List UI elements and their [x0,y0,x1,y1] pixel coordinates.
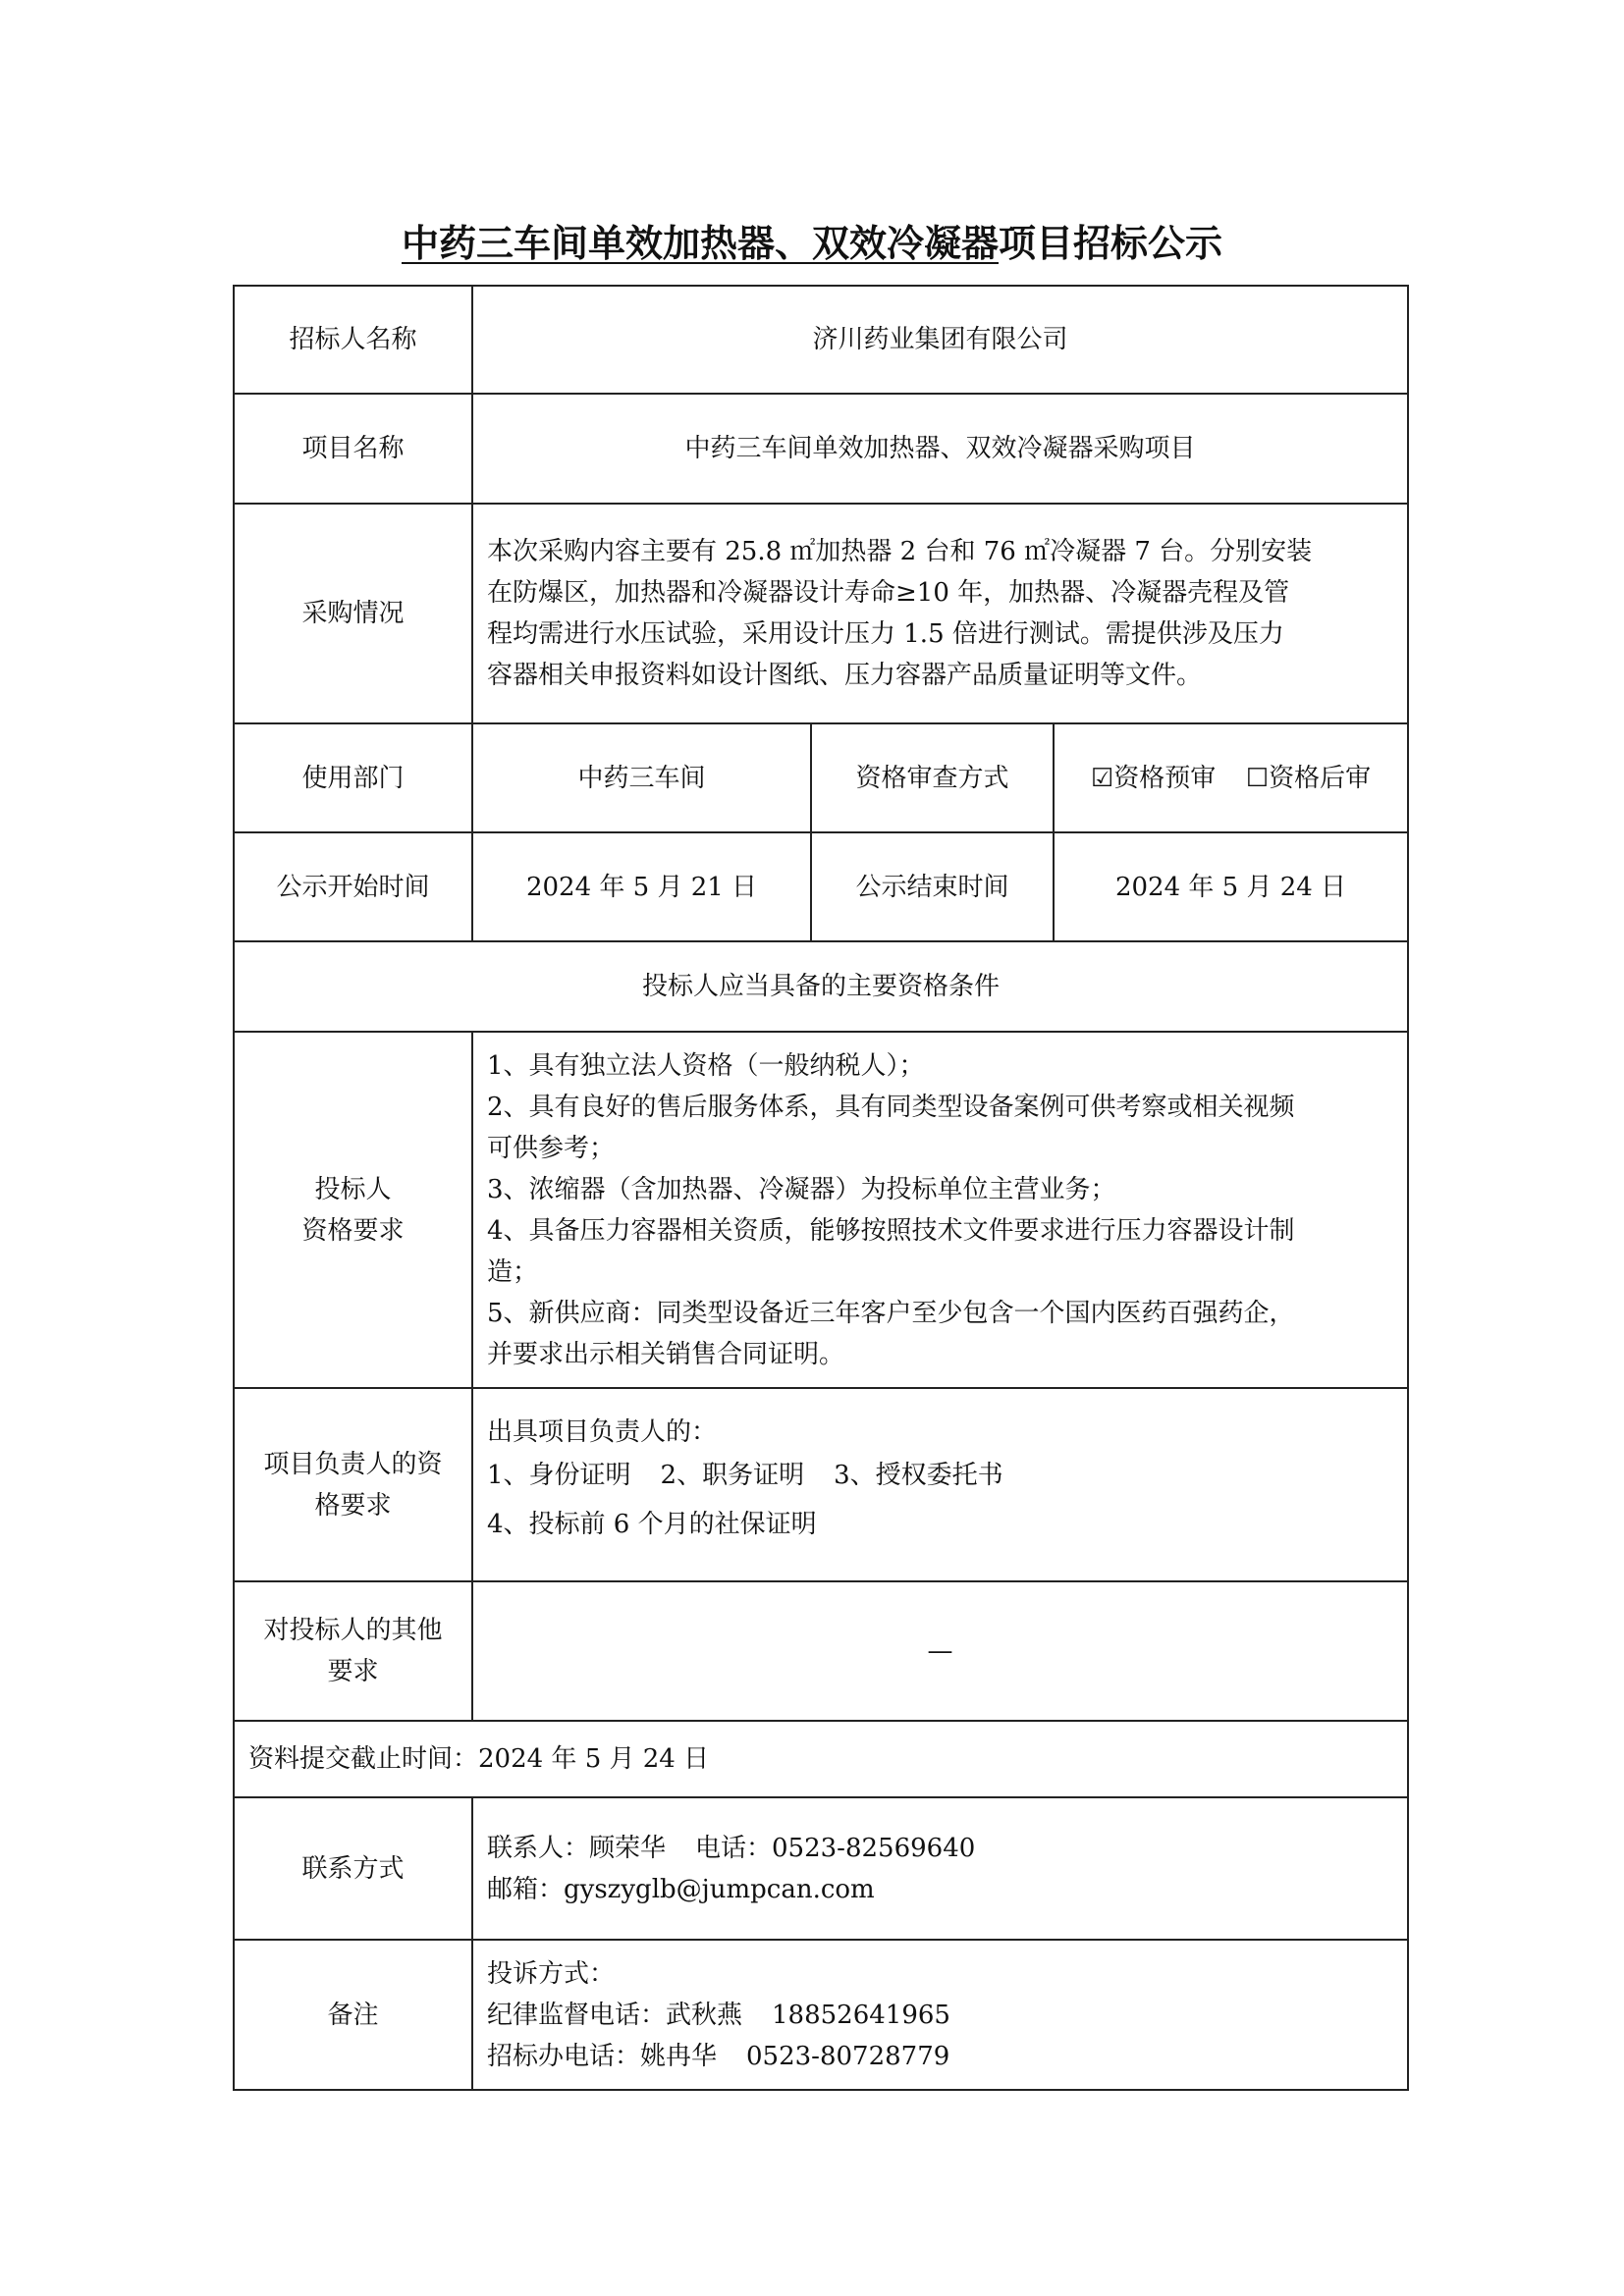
tenderer-value: 济川药业集团有限公司 [472,286,1408,394]
label-line: 投标人 [314,1174,392,1204]
submission-deadline: 资料提交截止时间：2024 年 5 月 24 日 [234,1721,1408,1797]
checked-checkbox-icon[interactable]: ☑ [1090,763,1114,793]
bidder-qualification-label [234,1032,472,1388]
department-value: 中药三车间 [472,723,811,832]
page-title [0,214,1624,273]
discipline-phone-line [487,1995,1393,2036]
start-date-value: 2024 年 5 月 21 日 [472,832,811,941]
end-date-value: 2024 年 5 月 24 日 [1054,832,1408,941]
prequalification-label: 资格预审 [1113,763,1217,793]
label-line: 项目负责人的资 [263,1449,443,1479]
bidder-qualification-list [472,1032,1408,1388]
row-section-header [234,941,1408,1032]
row-bidder-qualification [234,1032,1408,1388]
review-method-options [1054,723,1408,832]
tender-notice-table [233,285,1409,2091]
project-value: 中药三车间单效加热器、双效冷凝器采购项目 [472,394,1408,504]
label-line: 格要求 [314,1490,392,1521]
row-contact [234,1797,1408,1940]
row-manager-qualification [234,1388,1408,1581]
procurement-line: 在防爆区，加热器和冷凝器设计寿命≥10 年，加热器、冷凝器壳程及管 [487,578,1290,608]
row-department [234,723,1408,832]
manager-item: 4、投标前 6 个月的社保证明 [487,1510,817,1539]
row-dates [234,832,1408,941]
other-requirements-label [234,1581,472,1721]
discipline-phone[interactable]: 18852641965 [772,2000,950,2030]
start-date-label: 公示开始时间 [234,832,472,941]
qualification-item: 3、浓缩器（含加热器、冷凝器）为投标单位主营业务； [487,1174,1116,1204]
row-tenderer [234,286,1408,394]
postqualification-option[interactable] [1246,764,1371,793]
qualification-item: 4、具备压力容器相关资质，能够按照技术文件要求进行压力容器设计制 [487,1215,1295,1246]
qualification-item: 1、具有独立法人资格（一般纳税人）； [487,1050,925,1081]
manager-item: 3、授权委托书 [834,1461,1003,1490]
review-method-label: 资格审查方式 [811,723,1054,832]
row-other-requirements [234,1581,1408,1721]
qualification-item: 5、新供应商：同类型设备近三年客户至少包含一个国内医药百强药企， [487,1298,1295,1328]
manager-qualification-content [472,1388,1408,1581]
remarks-content [472,1940,1408,2090]
qualification-item: 并要求出示相关销售合同证明。 [487,1339,845,1369]
qualification-item: 造； [487,1256,539,1287]
row-procurement [234,504,1408,723]
title-rest-part: 项目招标公示 [999,222,1223,265]
contact-email[interactable]: 邮箱：gyszyglb@jumpcan.com [487,1874,875,1904]
manager-item: 2、职务证明 [660,1461,805,1490]
qualification-item: 可供参考； [487,1133,616,1163]
manager-qualification-label [234,1388,472,1581]
row-remarks [234,1940,1408,2090]
remarks-label: 备注 [234,1940,472,2090]
manager-items-row [487,1454,1393,1497]
discipline-contact: 纪律监督电话：武秋燕 [487,2000,743,2030]
tenderer-label: 招标人名称 [234,286,472,394]
tender-office-phone[interactable]: 0523-80728779 [746,2041,950,2071]
other-requirements-value: — [472,1581,1408,1721]
contact-content [472,1797,1408,1940]
contact-person: 联系人：顾荣华 [487,1833,667,1863]
procurement-line: 程均需进行水压试验，采用设计压力 1.5 倍进行测试。需提供涉及压力 [487,619,1284,649]
tender-office-phone-line [487,2036,1393,2077]
end-date-label: 公示结束时间 [811,832,1054,941]
unchecked-checkbox-icon[interactable]: ☐ [1245,763,1270,793]
complaint-heading: 投诉方式： [487,1958,616,1989]
procurement-description [472,504,1408,723]
contact-phone[interactable]: 电话：0523-82569640 [695,1833,976,1863]
manager-intro: 出具项目负责人的： [487,1417,718,1447]
procurement-line: 容器相关申报资料如设计图纸、压力容器产品质量证明等文件。 [487,661,1203,690]
postqualification-label: 资格后审 [1269,763,1372,793]
row-deadline [234,1721,1408,1797]
tender-office-contact: 招标办电话：姚冉华 [487,2041,718,2071]
row-project [234,394,1408,504]
label-line: 对投标人的其他 [263,1616,443,1645]
label-line: 资格要求 [301,1215,405,1246]
title-underlined-part: 中药三车间单效加热器、双效冷凝器 [401,222,999,265]
contact-person-line [487,1828,1393,1869]
procurement-line: 本次采购内容主要有 25.8 ㎡加热器 2 台和 76 ㎡冷凝器 7 台。分别安装 [487,537,1313,566]
project-label: 项目名称 [234,394,472,504]
procurement-label: 采购情况 [234,504,472,723]
manager-item: 1、身份证明 [487,1461,631,1490]
qualification-section-header: 投标人应当具备的主要资格条件 [234,941,1408,1032]
qualification-item: 2、具有良好的售后服务体系，具有同类型设备案例可供考察或相关视频 [487,1092,1295,1122]
label-line: 要求 [327,1657,379,1686]
prequalification-option[interactable] [1091,764,1216,793]
department-label: 使用部门 [234,723,472,832]
contact-label: 联系方式 [234,1797,472,1940]
